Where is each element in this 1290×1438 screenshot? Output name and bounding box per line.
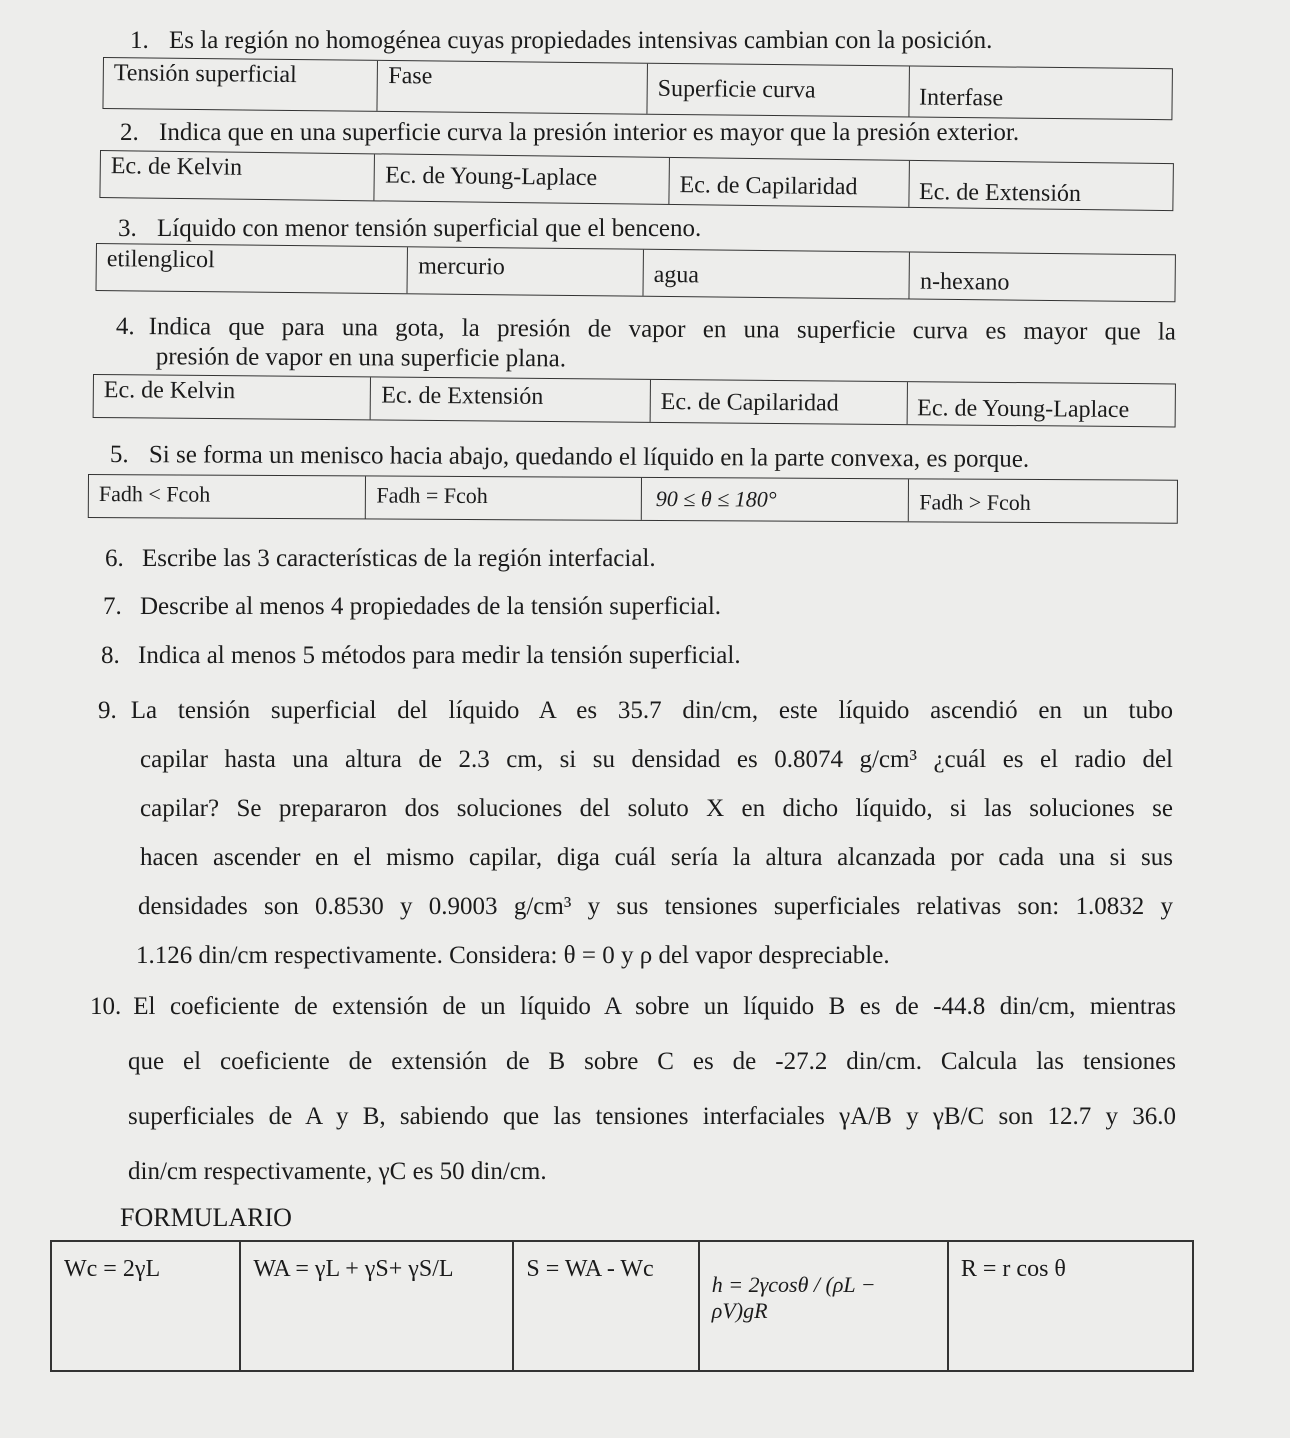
question-text-line-1: Indica que para una gota, la presión de vapor en una superficie curva es mayor que la <box>148 313 1176 346</box>
option-b[interactable]: Fase <box>378 61 648 114</box>
q10-line-3: superficiales de A y B, sabiendo que las tensiones interfaciales γA/B y γB/C son 12.7 y 36.0 <box>128 1103 1176 1130</box>
q10-line-2: que el coeficiente de extensión de B sobre C es de -27.2 din/cm. Calcula las tensiones <box>128 1048 1176 1075</box>
option-c[interactable]: Ec. de Capilaridad <box>669 158 909 207</box>
options-table-3 <box>95 243 1175 302</box>
formula-work-adhesion: WA = γL + γS+ γS/L <box>241 1242 514 1370</box>
question-4 <box>116 312 1176 378</box>
question-text: Indica al menos 5 métodos para medir la tensión superficial. <box>138 642 741 669</box>
option-a[interactable]: Ec. de Kelvin <box>100 151 375 200</box>
options-table-5 <box>88 474 1178 524</box>
question-number: 1. <box>130 27 149 54</box>
option-d[interactable]: Ec. de Extensión <box>918 179 1082 207</box>
options-table-4 <box>93 374 1176 427</box>
option-c[interactable]: Ec. de Capilaridad <box>651 380 908 424</box>
question-text: Líquido con menor tensión superficial que el benceno. <box>157 215 702 242</box>
formulario-table <box>50 1240 1194 1372</box>
question-text: Indica que en una superficie curva la presión interior es mayor que la presión exterior. <box>159 119 1020 146</box>
q10-line-1: El coeficiente de extensión de un líquido A sobre un líquido B es de -44.8 din/cm, mientras <box>133 993 1176 1020</box>
option-d[interactable]: Ec. de Young-Laplace <box>917 395 1130 424</box>
question-5 <box>110 440 1029 475</box>
formula-radius: R = r cos θ <box>960 1256 1066 1282</box>
question-number: 8. <box>101 642 120 669</box>
q9-line-2: capilar hasta una altura de 2.3 cm, si su densidad es 0.8074 g/cm³ ¿cuál es el radio del <box>140 746 1173 773</box>
option-b[interactable]: Ec. de Young-Laplace <box>375 154 670 204</box>
question-1 <box>130 26 992 56</box>
question-text: Es la región no homogénea cuyas propiedades intensivas cambian con la posición. <box>169 27 993 54</box>
formulario-heading: FORMULARIO <box>120 1203 292 1232</box>
q10-line-4: din/cm respectivamente, γC es 50 din/cm. <box>128 1158 547 1185</box>
option-c[interactable]: agua <box>643 250 910 299</box>
option-b[interactable]: Fadh = Fcoh <box>366 476 642 519</box>
question-number: 10. <box>90 993 122 1020</box>
question-number: 9. <box>98 697 117 724</box>
option-d[interactable]: Fadh > Fcoh <box>919 489 1031 515</box>
q9-line-4: hacen ascender en el mismo capilar, diga cuál sería la altura alcanzada por cada una si sus <box>140 844 1173 871</box>
question-number: 7. <box>103 593 122 620</box>
question-3 <box>118 214 701 244</box>
question-7 <box>103 592 1173 622</box>
option-a[interactable]: Fadh < Fcoh <box>89 475 367 518</box>
question-number: 3. <box>118 215 137 242</box>
option-a[interactable]: Ec. de Kelvin <box>94 375 372 419</box>
question-10 <box>90 979 1176 1199</box>
question-9 <box>98 686 1173 980</box>
q9-line-6: 1.126 din/cm respectivamente. Considera: θ = 0 y ρ del vapor despreciable. <box>136 942 890 969</box>
option-b[interactable]: mercurio <box>408 247 644 295</box>
options-table-2 <box>99 150 1174 211</box>
question-number: 2. <box>120 119 139 146</box>
question-number: 6. <box>105 545 124 572</box>
option-d[interactable]: n-hexano <box>919 268 1010 296</box>
q9-line-5: densidades son 0.8530 y 0.9003 g/cm³ y sus tensiones superficiales relativas son: 1.0832 y <box>138 893 1173 920</box>
formula-spreading-coefficient: S = WA - Wc <box>514 1242 699 1370</box>
question-text: Si se forma un menisco hacia abajo, quedando el líquido en la parte convexa, es porque. <box>148 441 1030 473</box>
question-number: 5. <box>109 441 129 469</box>
question-6 <box>105 544 1175 574</box>
question-2 <box>120 118 1019 148</box>
option-d[interactable]: Interfase <box>918 84 1004 112</box>
options-table-1 <box>102 57 1172 120</box>
q9-line-3: capilar? Se prepararon dos soluciones del soluto X en dicho líquido, si las soluciones se <box>140 795 1173 822</box>
option-c[interactable]: 90 ≤ θ ≤ 180° <box>642 478 910 521</box>
option-c[interactable]: Superficie curva <box>647 64 909 117</box>
option-a[interactable]: Tensión superficial <box>103 58 378 111</box>
formula-work-cohesion: Wc = 2γL <box>52 1242 241 1370</box>
option-a[interactable]: etilenglicol <box>97 244 409 293</box>
question-text: Describe al menos 4 propiedades de la tensión superficial. <box>140 593 722 620</box>
question-text: Escribe las 3 características de la región interfacial. <box>142 545 656 572</box>
question-text-line-2: presión de vapor en una superficie plana. <box>155 343 567 373</box>
formula-capillary-height: h = 2γcosθ / (ρL − ρV)gR <box>700 1242 949 1370</box>
question-number: 4. <box>115 313 135 341</box>
q9-line-1: La tensión superficial del líquido A es 35.7 din/cm, este líquido ascendió en un tubo <box>130 697 1173 724</box>
option-b[interactable]: Ec. de Extensión <box>371 377 651 421</box>
question-8 <box>101 641 1171 671</box>
